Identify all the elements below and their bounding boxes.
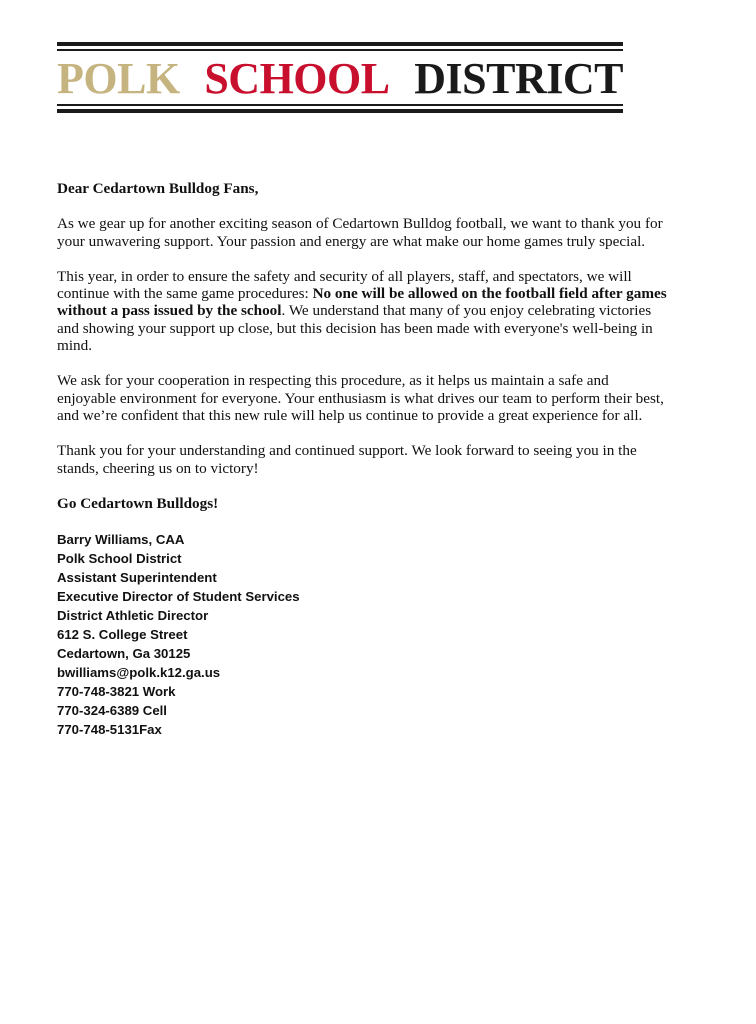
logo-district: DISTRICT (414, 54, 623, 103)
signature-fax: 770-748-5131Fax (57, 722, 162, 738)
header-rule-top-thin (57, 49, 623, 51)
signature-name: Barry Williams, CAA (57, 532, 185, 548)
letter-closing: Go Cedartown Bulldogs! (57, 494, 219, 512)
district-logo (57, 54, 623, 103)
header-rule-bottom (57, 109, 623, 113)
logo-school: SCHOOL (204, 54, 390, 103)
header-rule-bottom-thin (57, 104, 623, 106)
letter-paragraph-4: Thank you for your understanding and continued support. We look forward to seeing you in the stands, cheering us on to victory! (57, 442, 637, 477)
letter-greeting: Dear Cedartown Bulldog Fans, (57, 180, 259, 197)
signature-cell-phone: 770-324-6389 Cell (57, 703, 167, 719)
signature-title-3: District Athletic Director (57, 608, 209, 624)
p2-text-start: This year, in order to ensure the safety and security of all players, staff, and spectators, we will continue with the same game procedures: (57, 267, 632, 303)
letter-paragraph-2 (57, 268, 669, 354)
signature-title-1: Assistant Superintendent (57, 570, 217, 586)
logo-polk: POLK (57, 54, 180, 103)
letter-body (57, 180, 669, 739)
header-rule-top (57, 42, 623, 46)
signature-work-phone: 770-748-3821 Work (57, 684, 176, 700)
p2-rule-highlight: No one will be allowed on the football field after games without a pass issued by the school (57, 285, 667, 320)
signature-organization: Polk School District (57, 551, 182, 567)
letter-paragraph-1: As we gear up for another exciting season of Cedartown Bulldog football, we want to thank you for your unwavering support. Your passion and energy are what make our home games truly special. (57, 215, 663, 250)
signature-block (57, 530, 669, 739)
signature-title-2: Executive Director of Student Services (57, 589, 300, 605)
signature-street: 612 S. College Street (57, 627, 188, 643)
letter-paragraph-3: We ask for your cooperation in respecting this procedure, as it helps us maintain a safe and enjoyable environment for everyone. Your enthusiasm is what drives our team to perform their best, and we’re confident that this new rule will help us continue to provide a great experience for all. (57, 372, 664, 424)
letterhead (57, 42, 623, 113)
signature-city: Cedartown, Ga 30125 (57, 646, 191, 662)
signature-email[interactable]: bwilliams@polk.k12.ga.us (57, 665, 221, 681)
p2-text-end: . We understand that many of you enjoy celebrating victories and showing your support up close, but this decision has been made with everyone's well-being in mind. (57, 302, 653, 355)
